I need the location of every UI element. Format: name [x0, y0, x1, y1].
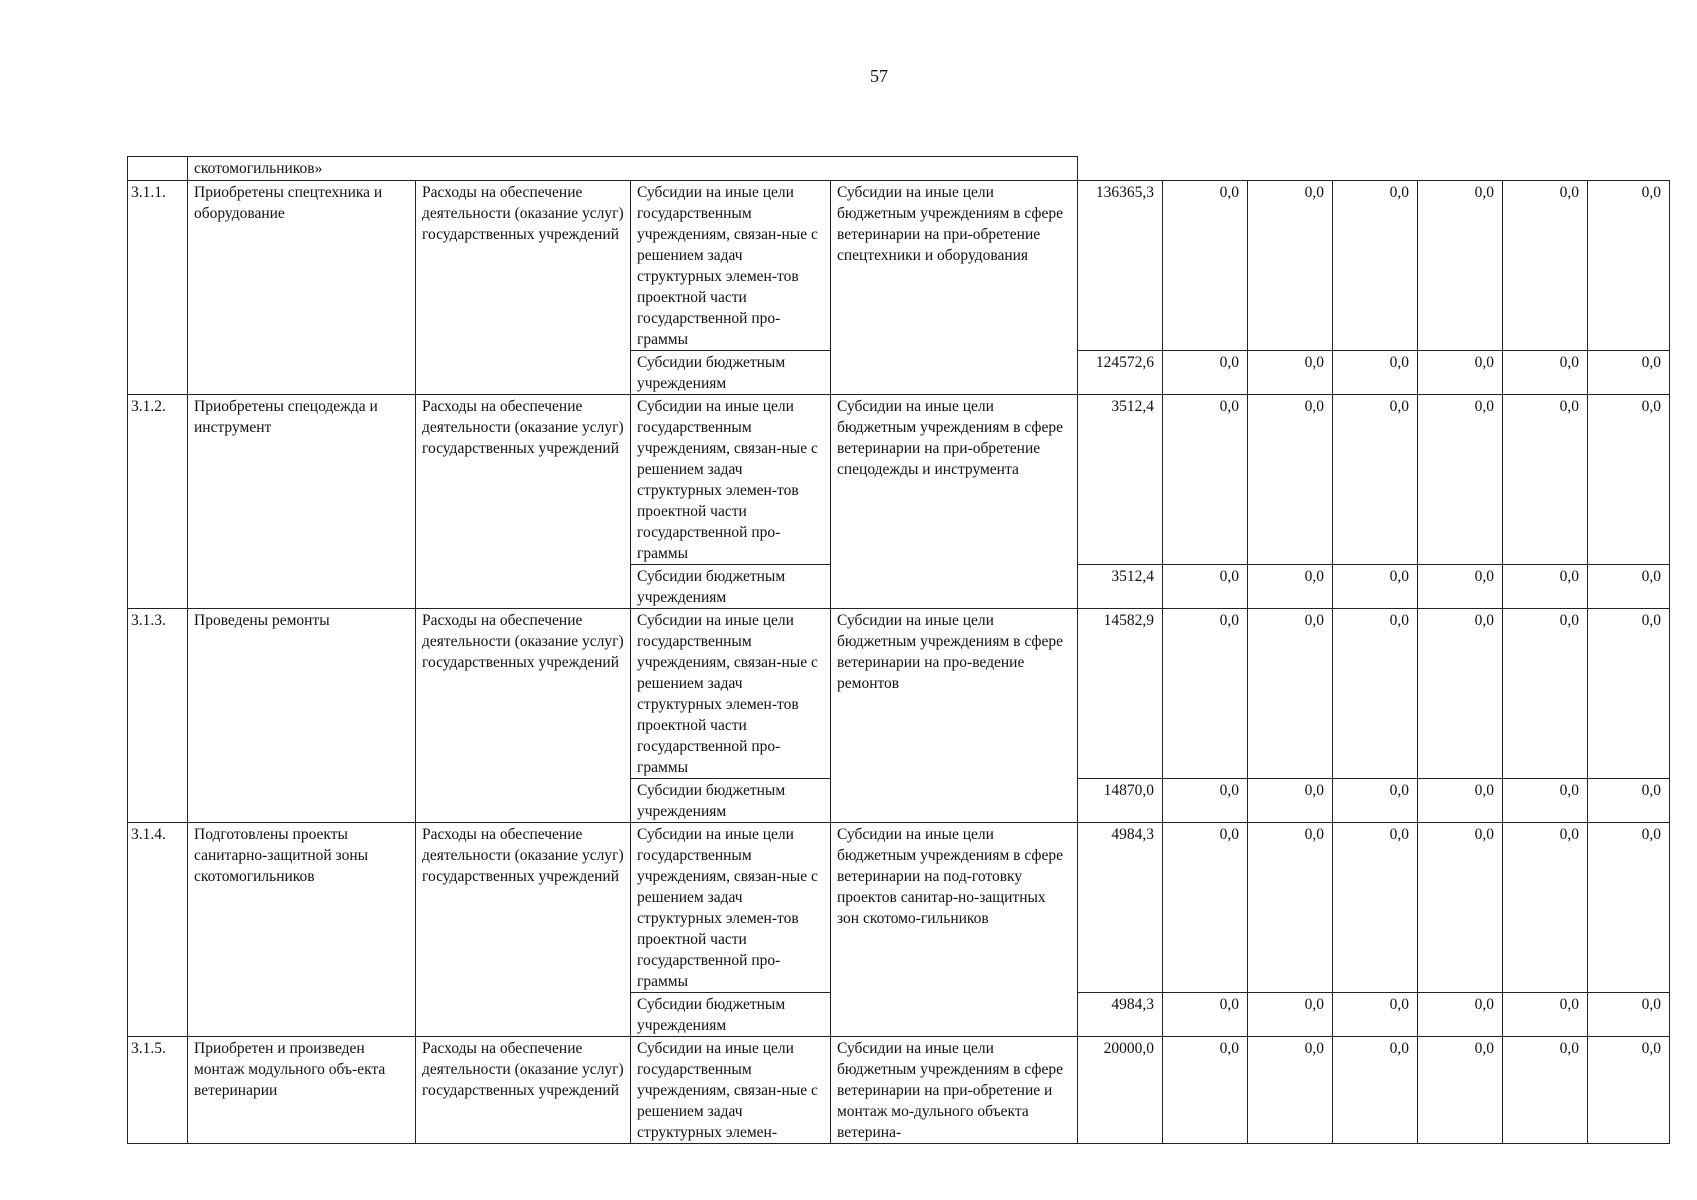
amount-cell: 3512,4: [1078, 395, 1163, 565]
table-row: [128, 609, 1670, 779]
amount-cell: 0,0: [1163, 1037, 1248, 1144]
amount-cell: 14582,9: [1078, 609, 1163, 779]
row-code: 3.1.3.: [128, 609, 188, 823]
amount-cell: 0,0: [1248, 351, 1333, 395]
subsidy-type-cell: Субсидии бюджетным учреждениям: [631, 351, 831, 395]
subsidy-type-cell: Субсидии бюджетным учреждениям: [631, 993, 831, 1037]
amount-cell: 0,0: [1588, 609, 1670, 779]
amount-cell: 0,0: [1418, 565, 1503, 609]
amount-cell: 0,0: [1333, 181, 1418, 351]
purpose-cell: Субсидии на иные цели бюджетным учреждениям в сфере ветеринарии на при-обретение спецодежды и инструмента: [831, 395, 1078, 609]
amount-cell: 0,0: [1163, 565, 1248, 609]
budget-table: [127, 156, 1670, 1144]
amount-cell: 0,0: [1588, 395, 1670, 565]
subsidy-type-cell: Субсидии на иные цели государственным учреждениям, связан-ные с решением задач структурных элемен-тов проектной части государственной про-граммы: [631, 823, 831, 993]
expense-cell: Расходы на обеспечение деятельности (оказание услуг) государственных учреждений: [416, 823, 631, 1037]
amount-cell: 0,0: [1418, 395, 1503, 565]
amount-cell: 0,0: [1163, 823, 1248, 993]
amount-cell: 0,0: [1248, 823, 1333, 993]
expense-cell: Расходы на обеспечение деятельности (оказание услуг) государственных учреждений: [416, 181, 631, 395]
amount-cell: 20000,0: [1078, 1037, 1163, 1144]
purpose-cell: Субсидии на иные цели бюджетным учреждениям в сфере ветеринарии на под-готовку проектов санитар-но-защитных зон скотомо-гильников: [831, 823, 1078, 1037]
subsidy-type-cell: Субсидии на иные цели государственным учреждениям, связан-ные с решением задач структурных элемен-: [631, 1037, 831, 1144]
amount-cell: 0,0: [1588, 823, 1670, 993]
amount-cell: 0,0: [1248, 565, 1333, 609]
amount-cell: 3512,4: [1078, 565, 1163, 609]
row-code: 3.1.1.: [128, 181, 188, 395]
amount-cell: 4984,3: [1078, 993, 1163, 1037]
amount-cell: 0,0: [1418, 181, 1503, 351]
row-code: 3.1.4.: [128, 823, 188, 1037]
amount-cell: 0,0: [1503, 779, 1588, 823]
amount-cell: 0,0: [1163, 993, 1248, 1037]
table-row: [128, 823, 1670, 993]
amount-cell: 0,0: [1248, 779, 1333, 823]
amount-cell: 0,0: [1333, 395, 1418, 565]
continuation-cell: скотомогильников»: [188, 157, 1078, 181]
subsidy-type-cell: Субсидии бюджетным учреждениям: [631, 565, 831, 609]
code-cell: [128, 157, 188, 181]
table-row: [128, 395, 1670, 565]
subsidy-type-cell: Субсидии бюджетным учреждениям: [631, 779, 831, 823]
amount-cell: 0,0: [1503, 993, 1588, 1037]
amount-cell: 124572,6: [1078, 351, 1163, 395]
amount-cell: 0,0: [1163, 351, 1248, 395]
amount-cell: 0,0: [1163, 609, 1248, 779]
continuation-row: [128, 157, 1670, 181]
amount-cell: 0,0: [1503, 823, 1588, 993]
amount-cell: 0,0: [1248, 181, 1333, 351]
amount-cell: 0,0: [1163, 181, 1248, 351]
amount-cell: 0,0: [1503, 609, 1588, 779]
amount-cell: 0,0: [1588, 993, 1670, 1037]
amount-cell: 0,0: [1333, 1037, 1418, 1144]
amount-cell: 0,0: [1588, 779, 1670, 823]
expense-cell: Расходы на обеспечение деятельности (оказание услуг) государственных учреждений: [416, 1037, 631, 1144]
amount-cell: 0,0: [1163, 395, 1248, 565]
amount-cell: 136365,3: [1078, 181, 1163, 351]
amount-cell: 0,0: [1418, 779, 1503, 823]
amount-cell: 0,0: [1333, 565, 1418, 609]
amount-cell: 0,0: [1503, 351, 1588, 395]
amount-cell: 0,0: [1333, 609, 1418, 779]
row-code: 3.1.2.: [128, 395, 188, 609]
table-row: [128, 1037, 1670, 1144]
purpose-cell: Субсидии на иные цели бюджетным учреждениям в сфере ветеринарии на про-ведение ремонтов: [831, 609, 1078, 823]
amount-cell: 0,0: [1418, 351, 1503, 395]
result-cell: Приобретены спецтехника и оборудование: [188, 181, 416, 395]
result-cell: Подготовлены проекты санитарно-защитной зоны скотомогильников: [188, 823, 416, 1037]
amount-cell: 0,0: [1503, 181, 1588, 351]
result-cell: Проведены ремонты: [188, 609, 416, 823]
amount-cell: 0,0: [1418, 823, 1503, 993]
amount-cell: 0,0: [1588, 1037, 1670, 1144]
amount-cell: 0,0: [1503, 565, 1588, 609]
amount-cell: 0,0: [1588, 565, 1670, 609]
amount-cell: 0,0: [1503, 1037, 1588, 1144]
subsidy-type-cell: Субсидии на иные цели государственным учреждениям, связан-ные с решением задач структурных элемен-тов проектной части государственной про-граммы: [631, 395, 831, 565]
purpose-cell: Субсидии на иные цели бюджетным учреждениям в сфере ветеринарии на при-обретение спецтехники и оборудования: [831, 181, 1078, 395]
result-cell: Приобретен и произведен монтаж модульного объ-екта ветеринарии: [188, 1037, 416, 1144]
amount-cell: 0,0: [1163, 779, 1248, 823]
row-code: 3.1.5.: [128, 1037, 188, 1144]
amount-cell: 0,0: [1333, 779, 1418, 823]
amount-cell: 0,0: [1333, 823, 1418, 993]
amount-cell: 0,0: [1418, 609, 1503, 779]
amount-cell: 0,0: [1248, 993, 1333, 1037]
amount-cell: 0,0: [1248, 609, 1333, 779]
page-number: 57: [870, 66, 888, 86]
amount-cell: 0,0: [1503, 395, 1588, 565]
expense-cell: Расходы на обеспечение деятельности (оказание услуг) государственных учреждений: [416, 395, 631, 609]
amount-cell: 0,0: [1418, 1037, 1503, 1144]
amount-cell: 0,0: [1248, 395, 1333, 565]
expense-cell: Расходы на обеспечение деятельности (оказание услуг) государственных учреждений: [416, 609, 631, 823]
subsidy-type-cell: Субсидии на иные цели государственным учреждениям, связан-ные с решением задач структурных элемен-тов проектной части государственной про-граммы: [631, 609, 831, 779]
purpose-cell: Субсидии на иные цели бюджетным учреждениям в сфере ветеринарии на при-обретение и монтаж мо-дульного объекта ветерина-: [831, 1037, 1078, 1144]
amount-cell: 4984,3: [1078, 823, 1163, 993]
amount-cell: 0,0: [1333, 351, 1418, 395]
table-row: [128, 181, 1670, 351]
amount-cell: 0,0: [1333, 993, 1418, 1037]
amount-cell: 0,0: [1588, 181, 1670, 351]
amount-cell: 0,0: [1418, 993, 1503, 1037]
subsidy-type-cell: Субсидии на иные цели государственным учреждениям, связан-ные с решением задач структурных элемен-тов проектной части государственной про-граммы: [631, 181, 831, 351]
amount-cell: 0,0: [1248, 1037, 1333, 1144]
result-cell: Приобретены спецодежда и инструмент: [188, 395, 416, 609]
amount-cell: 14870,0: [1078, 779, 1163, 823]
amount-cell: 0,0: [1588, 351, 1670, 395]
